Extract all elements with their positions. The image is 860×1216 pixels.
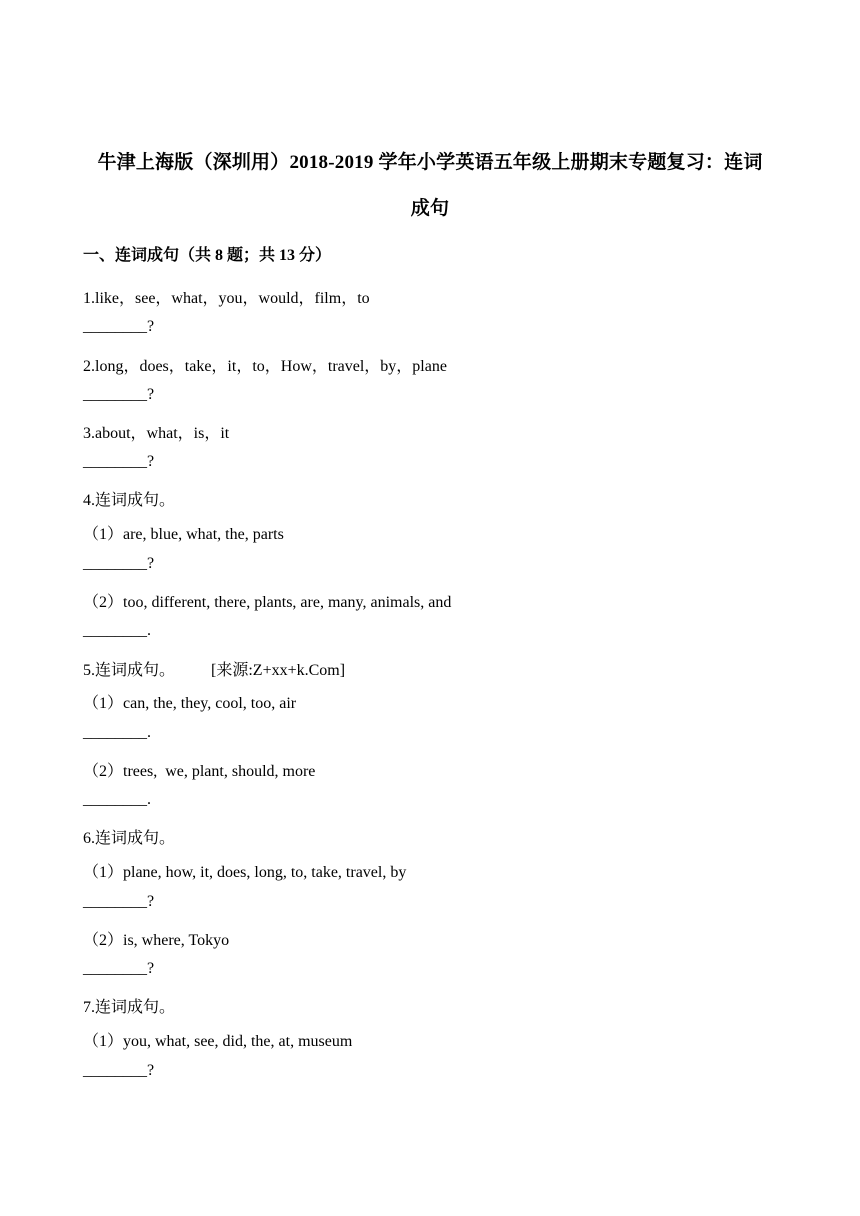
question-5-part-2-answer-blank: ________. — [83, 791, 151, 808]
question-5-part-1-text: （1）can, the, they, cool, too, air — [83, 695, 297, 712]
question-4-part-1-answer-blank: ________? — [83, 555, 155, 572]
question-5-line — [83, 657, 345, 680]
question-1-text: 1.like，see，what，you，would，film，to — [83, 290, 370, 307]
question-7-part-1-text: （1）you, what, see, did, the, at, museum — [83, 1033, 353, 1050]
question-5-part-1-answer-blank: ________. — [83, 724, 151, 741]
question-5-text: 5.连词成句。 — [83, 662, 176, 679]
question-4-part-1-text: （1）are, blue, what, the, parts — [83, 526, 284, 543]
question-3-text: 3.about，what，is，it — [83, 425, 230, 442]
question-6-part-2-answer-blank: ________? — [83, 960, 155, 977]
question-4-part-2-answer-blank: ________. — [83, 622, 151, 639]
question-2-answer-blank: ________? — [83, 386, 155, 403]
question-6-part-1-text: （1）plane, how, it, does, long, to, take, travel, by — [83, 864, 407, 881]
document-title-line2: 成句 — [410, 198, 450, 219]
question-1-answer-blank: ________? — [83, 318, 155, 335]
question-6-part-1-answer-blank: ________? — [83, 893, 155, 910]
question-6-text: 6.连词成句。 — [83, 830, 176, 847]
question-2-text: 2.long，does，take，it，to，How，travel，by，plane — [83, 358, 447, 375]
question-4-text: 4.连词成句。 — [83, 492, 176, 509]
question-5-source-note: [来源:Z+xx+k.Com] — [211, 662, 346, 679]
section-heading: 一、连词成句（共 8 题；共 13 分） — [83, 247, 332, 264]
question-4-part-2-text: （2）too, different, there, plants, are, many, animals, and — [83, 594, 452, 611]
question-3-answer-blank: ________? — [83, 453, 155, 470]
document-title-line1: 牛津上海版（深圳用）2018-2019 学年小学英语五年级上册期末专题复习：连词 — [97, 152, 763, 173]
question-6-part-2-text: （2）is, where, Tokyo — [83, 932, 230, 949]
question-5-part-2-text: （2）trees, we, plant, should, more — [83, 763, 316, 780]
question-7-text: 7.连词成句。 — [83, 999, 176, 1016]
question-7-part-1-answer-blank: ________? — [83, 1062, 155, 1079]
